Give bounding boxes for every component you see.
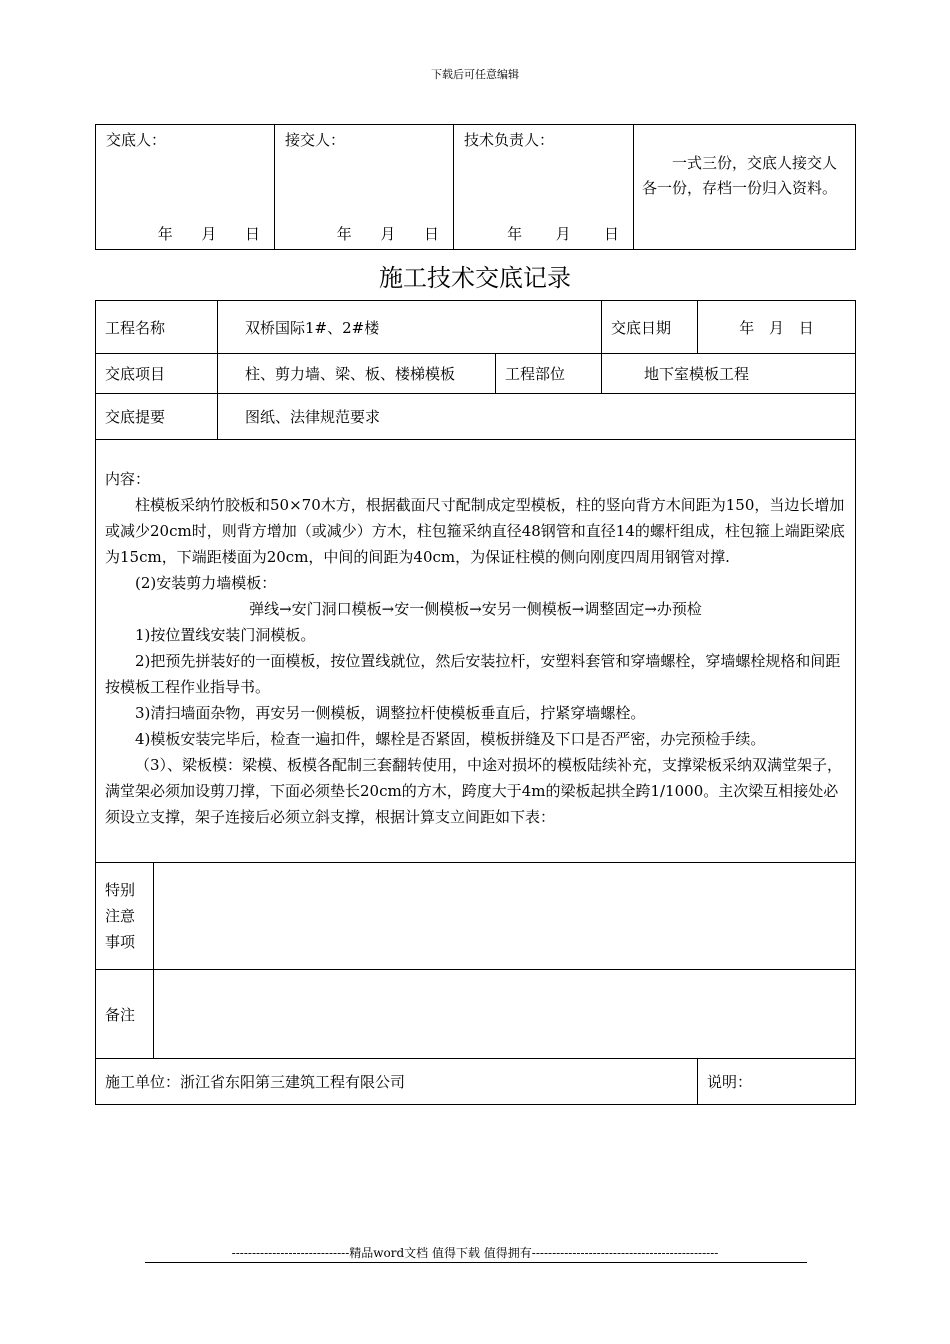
part-value: 地下室模板工程	[602, 354, 856, 394]
summary-label: 交底提要	[96, 394, 218, 440]
footer-divider	[145, 1262, 807, 1263]
item-label: 交底项目	[96, 354, 218, 394]
signature-cell-1	[96, 125, 275, 250]
signature-label-3: 技术负责人：	[464, 131, 555, 149]
content-para-1: 柱模板采纳竹胶板和50×70木方，根据截面尺寸配制成定型模板，柱的竖向背方木间距为150，当边长增加或减少20cm时，则背方增加（或减少）方木，柱包箍采纳直径48钢管和直径14的螺杆组成，柱包箍上端距梁底为15cm，下端距楼面为20cm，中间的间距为40cm，为保证柱模的侧向刚度四周用钢管对撑.	[105, 496, 845, 566]
content-para-5: 2)把预先拼装好的一面模板，按位置线就位，然后安装拉杆，安塑料套管和穿墙螺栓，穿墙螺栓规格和间距按模板工程作业指导书。	[105, 652, 841, 696]
signature-cell-3	[454, 125, 634, 250]
item-value: 柱、剪力墙、梁、板、楼梯模板	[218, 354, 496, 394]
record-table	[95, 300, 856, 1105]
signature-date-3: 年 月 日	[507, 225, 619, 243]
remark-label: 备注	[96, 970, 154, 1059]
content-para-2: (2)安装剪力墙模板：	[135, 574, 277, 592]
date-label: 交底日期	[602, 301, 698, 354]
footer-note: -----------------------------精品word文档 值得下载 值得拥有----------------------------------------------	[231, 1246, 719, 1260]
remark-value	[154, 970, 856, 1059]
unit-label: 施工单位：浙江省东阳第三建筑工程有限公司	[96, 1059, 698, 1105]
special-label: 特别 注意 事项	[96, 863, 154, 970]
header-note: 下载后可任意编辑	[431, 68, 519, 81]
content-para-4: 1)按位置线安装门洞模板。	[135, 626, 316, 644]
content-cell	[96, 440, 856, 863]
signature-date-1: 年 月 日	[157, 225, 260, 243]
content-para-8: （3）、梁板模：梁模、板模各配制三套翻转使用，中途对损坏的模板陆续补充，支撑梁板采纳双满堂架子，满堂架必须加设剪刀撑，下面必须垫长20cm的方木，跨度大于4m的梁板起拱全跨1/1000。主次梁互相接处必须设立支撑，架子连接后必须立斜支撑，根据计算支立间距如下表：	[105, 756, 843, 826]
date-value: 年 月 日	[698, 301, 856, 354]
signature-label-1: 交底人：	[106, 131, 167, 149]
signature-label-2: 接交人：	[285, 131, 346, 149]
content-para-7: 4)模板安装完毕后，检查一遍扣件，螺栓是否紧固，模板拼缝及下口是否严密，办完预检手续。	[135, 730, 766, 748]
project-name-label: 工程名称	[96, 301, 218, 354]
signature-note: 一式三份，交底人接交人各一份，存档一份归入资料。	[642, 154, 838, 197]
signature-date-2: 年 月 日	[336, 225, 439, 243]
signature-table	[95, 124, 856, 250]
content-para-6: 3)清扫墙面杂物，再安另一侧模板，调整拉杆使模板垂直后，拧紧穿墙螺栓。	[135, 704, 646, 722]
signature-note-cell	[634, 125, 856, 250]
explain-label: 说明：	[698, 1059, 856, 1105]
page-title: 施工技术交底记录	[379, 264, 571, 292]
content-heading: 内容：	[105, 470, 151, 488]
content-para-3: 弹线→安门洞口模板→安一侧模板→安另一侧模板→调整固定→办预检	[249, 600, 702, 618]
summary-value: 图纸、法律规范要求	[218, 394, 856, 440]
special-value	[154, 863, 856, 970]
project-name-value: 双桥国际1#、2#楼	[218, 301, 602, 354]
signature-cell-2	[275, 125, 454, 250]
part-label: 工程部位	[496, 354, 602, 394]
